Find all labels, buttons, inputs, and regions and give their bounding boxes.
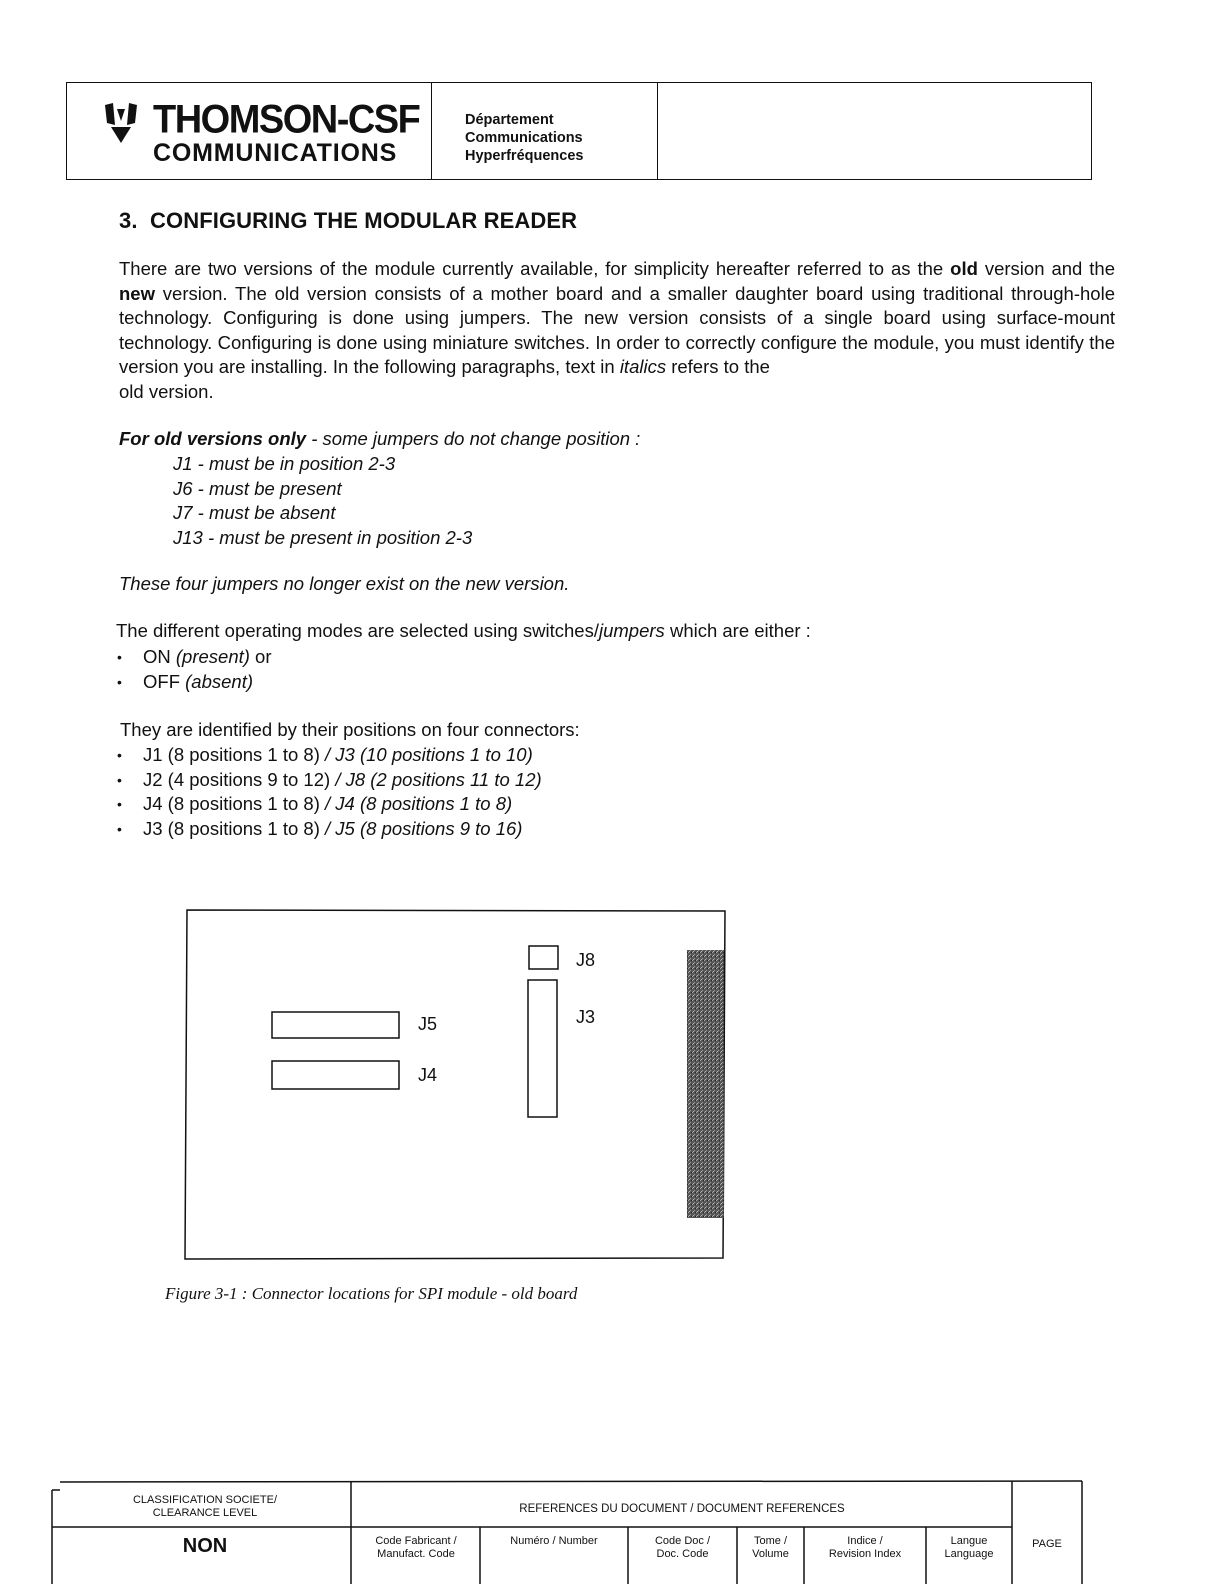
intro-text: version and the — [977, 258, 1115, 279]
connector-j5 — [272, 1012, 399, 1038]
figure-caption: Figure 3-1 : Connector locations for SPI module - old board — [165, 1284, 578, 1303]
modes-intro-end: which are either : — [664, 620, 811, 641]
section-title — [119, 208, 577, 234]
department-lines — [465, 111, 583, 165]
connectors-intro: They are identified by their positions on four connectors: — [120, 719, 580, 740]
intro-text: refers to the — [666, 356, 770, 378]
thomson-logo-icon — [101, 101, 141, 145]
connector-text: J3 (8 positions 1 to 8) — [143, 817, 326, 839]
list-item — [116, 645, 272, 670]
department-line: Département — [465, 112, 554, 128]
connector-italic: / J8 (2 positions 11 to 12) — [335, 768, 542, 790]
label-j5: J5 — [418, 1014, 438, 1034]
label-j4: J4 — [418, 1065, 438, 1085]
connector-italic: / J3 (10 positions 1 to 10) — [325, 744, 533, 765]
department-cell — [431, 83, 658, 179]
connector-text: J2 (4 positions 9 to 12) — [143, 768, 336, 790]
modes-intro — [116, 619, 811, 644]
label-j3: J3 — [576, 1007, 596, 1027]
intro-new-word: new — [119, 282, 155, 304]
ref-column-revision-index: Indice / Revision Index — [828, 1535, 902, 1560]
list-item: J13 - must be present in position 2-3 — [173, 526, 473, 548]
department-line: Hyperfréquences — [465, 148, 584, 164]
modes-intro-text: The different operating modes are selected using switches/ — [116, 620, 599, 641]
connector-text: J1 (8 positions 1 to 8) — [143, 744, 326, 765]
document-header — [66, 82, 1092, 180]
intro-last-line: old version. — [119, 380, 214, 402]
edge-connector — [687, 950, 724, 1218]
old-versions-lead: For old versions only — [119, 428, 307, 449]
header-empty-cell — [657, 83, 1091, 179]
modes-intro-italic: jumpers — [599, 620, 665, 641]
ref-column-volume: Tome / Volume — [752, 1535, 789, 1560]
modes-list — [116, 645, 272, 694]
mode-italic: (present) — [175, 646, 250, 667]
board-outline — [185, 910, 725, 1259]
page-label: PAGE — [1032, 1538, 1062, 1550]
list-item: J7 - must be absent — [173, 502, 336, 524]
intro-text: version. The old version consists of a mother board and a smaller daughter board using traditional through-hole technology. Configuring is done using jumpers. The new version consists of a single board using surface-mount technology. Configuring is done using miniature switches. In order to correctly configure the module, you must identify the version you are installing. In the following paragraphs, text in — [119, 282, 1115, 378]
ref-column-manufact-code: Code Fabricant / Manufact. Code — [375, 1535, 457, 1560]
ref-column-doc-code: Code Doc / Doc. Code — [654, 1535, 711, 1560]
old-versions-note — [119, 427, 640, 452]
logo-cell — [67, 83, 432, 179]
connector-text: J4 (8 positions 1 to 8) — [143, 793, 326, 815]
list-item — [116, 792, 542, 817]
section-number: 3. — [119, 208, 138, 233]
connector-j8 — [529, 946, 558, 969]
connector-italic: / J4 (8 positions 1 to 8) — [325, 793, 513, 815]
label-j8: J8 — [576, 950, 596, 970]
refs-title: REFERENCES DU DOCUMENT / DOCUMENT REFERENCES — [519, 1503, 845, 1515]
list-item: J1 - must be in position 2-3 — [173, 453, 396, 474]
company-name: THOMSON-CSF — [153, 97, 420, 143]
company-division: COMMUNICATIONS — [153, 139, 398, 167]
list-item — [116, 670, 272, 695]
list-item — [116, 817, 542, 842]
old-versions-rest: - some jumpers do not change position : — [306, 428, 641, 449]
ref-column-language: Langue Language — [944, 1535, 994, 1560]
intro-paragraph — [119, 257, 1115, 405]
mode-text: OFF — [143, 670, 186, 692]
list-item — [116, 743, 542, 768]
fixed-jumper-list — [173, 452, 472, 550]
department-line: Communications — [465, 130, 583, 146]
connector-italic: / J5 (8 positions 9 to 16) — [325, 817, 523, 839]
intro-text: There are two versions of the module currently available, for simplicity hereafter referred to as the — [119, 258, 951, 279]
section-title-text: CONFIGURING THE MODULAR READER — [150, 208, 578, 233]
list-item — [116, 768, 542, 793]
connector-j3 — [528, 980, 557, 1117]
mode-text: ON — [143, 646, 176, 667]
no-longer-note: These four jumpers no longer exist on the new version. — [119, 573, 570, 594]
clearance-label — [60, 1494, 350, 1520]
clearance-label-text: CLASSIFICATION SOCIETE/ CLEARANCE LEVEL — [132, 1494, 278, 1519]
mode-end: or — [249, 646, 272, 667]
intro-old-word: old — [950, 258, 978, 279]
clearance-value: NON — [182, 1535, 228, 1557]
list-item: J6 - must be present — [173, 477, 342, 499]
mode-italic: (absent) — [185, 670, 254, 692]
connectors-list — [116, 743, 542, 841]
connector-j4 — [272, 1061, 399, 1089]
intro-italics-word: italics — [619, 356, 667, 378]
ref-column-number: Numéro / Number — [510, 1535, 598, 1547]
